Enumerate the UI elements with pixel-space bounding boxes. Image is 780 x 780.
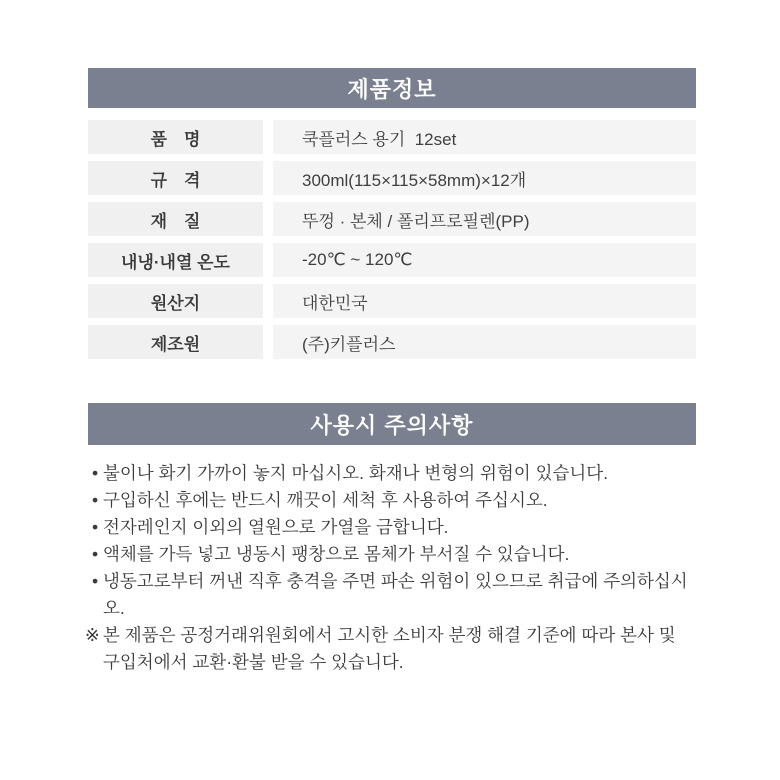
list-item bbox=[88, 568, 696, 622]
list-item bbox=[88, 541, 696, 568]
precaution-text: 전자레인지 이외의 열원으로 가열을 금합니다. bbox=[103, 517, 449, 537]
content-column bbox=[85, 68, 696, 676]
table-row bbox=[88, 284, 696, 318]
table-row bbox=[88, 325, 696, 359]
list-item bbox=[88, 487, 696, 514]
reference-mark-icon: ※ bbox=[85, 625, 100, 645]
row-value-product-name: 쿡플러스 용기 12set bbox=[273, 120, 696, 154]
row-label-material: 재 질 bbox=[88, 202, 263, 236]
row-label-temperature: 내냉·내열 온도 bbox=[88, 243, 263, 277]
row-label-spec: 규 격 bbox=[88, 161, 263, 195]
list-item bbox=[88, 460, 696, 487]
table-row bbox=[88, 161, 696, 195]
bullet-icon: • bbox=[92, 517, 99, 537]
bullet-icon: • bbox=[92, 490, 99, 510]
precautions-title: 사용시 주의사항 bbox=[310, 412, 474, 438]
row-value-temperature: -20℃ ~ 120℃ bbox=[273, 243, 696, 277]
precaution-text: 불이나 화기 가까이 놓지 마십시오. 화재나 변형의 위험이 있습니다. bbox=[103, 463, 609, 483]
precautions-list bbox=[85, 460, 696, 676]
precaution-text: 본 제품은 공정거래위원회에서 고시한 소비자 분쟁 해결 기준에 따라 본사 및 구입처에서 교환·환불 받을 수 있습니다. bbox=[103, 625, 676, 672]
precautions-header bbox=[88, 403, 696, 445]
table-row bbox=[88, 120, 696, 154]
product-info-table bbox=[88, 120, 696, 359]
row-value-manufacturer: (주)키플러스 bbox=[273, 325, 696, 359]
row-label-origin: 원산지 bbox=[88, 284, 263, 318]
list-item bbox=[88, 514, 696, 541]
bullet-icon: • bbox=[92, 544, 99, 564]
precaution-text: 냉동고로부터 꺼낸 직후 충격을 주면 파손 위험이 있으므로 취급에 주의하십시오. bbox=[103, 571, 688, 618]
row-value-spec: 300ml(115×115×58mm)×12개 bbox=[273, 161, 696, 195]
precaution-text: 액체를 가득 넣고 냉동시 팽창으로 몸체가 부서질 수 있습니다. bbox=[103, 544, 570, 564]
precaution-text: 구입하신 후에는 반드시 깨끗이 세척 후 사용하여 주십시오. bbox=[103, 490, 548, 510]
row-label-product-name: 품 명 bbox=[88, 120, 263, 154]
bullet-icon: • bbox=[92, 571, 99, 591]
product-info-header bbox=[88, 68, 696, 108]
product-info-title: 제품정보 bbox=[347, 76, 437, 102]
table-row bbox=[88, 202, 696, 236]
bullet-icon: • bbox=[92, 463, 99, 483]
table-row bbox=[88, 243, 696, 277]
row-value-origin: 대한민국 bbox=[273, 284, 696, 318]
list-item bbox=[85, 622, 696, 676]
row-value-material: 뚜껑 · 본체 / 폴리프로필렌(PP) bbox=[273, 202, 696, 236]
row-label-manufacturer: 제조원 bbox=[88, 325, 263, 359]
